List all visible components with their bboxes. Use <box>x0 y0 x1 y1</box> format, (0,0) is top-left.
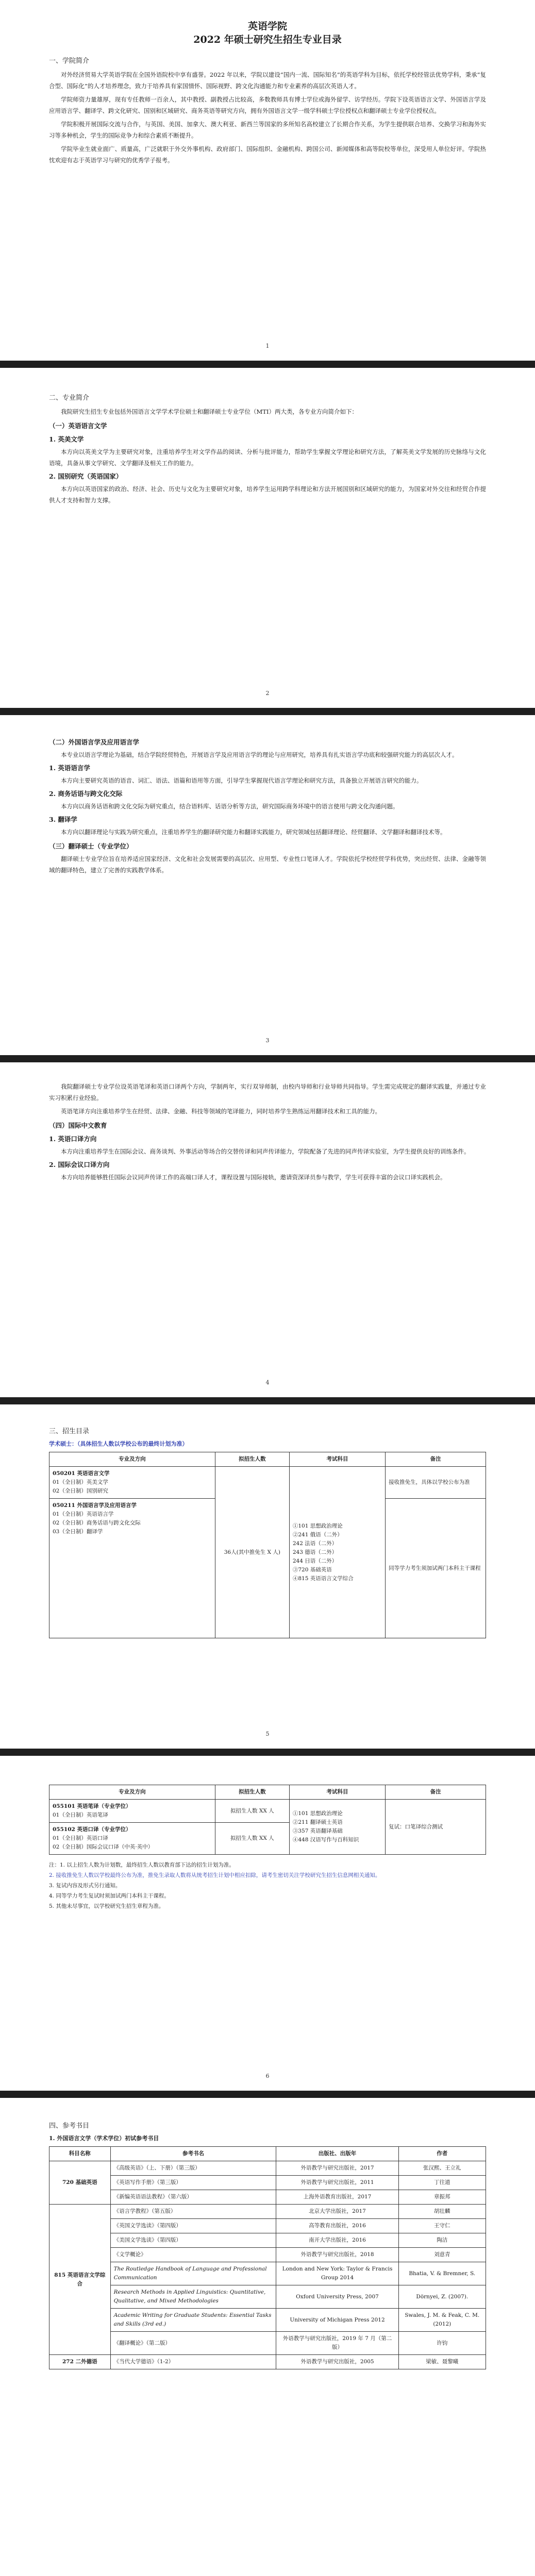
page-5 <box>0 1404 535 1749</box>
bibliography-heading: 四、参考书目 <box>49 2122 90 2130</box>
direction: 01（全日制）英美文学 <box>53 1479 108 1485</box>
section-text: 英语笔译方向注重培养学生在经贸、法律、金融、科技等领域的笔译能力，同时培养学生熟练运用翻译技术和工具的能力。 <box>61 1108 381 1115</box>
publisher-cell: 外语教学与研究出版社，2011 <box>276 2176 398 2190</box>
major-name: 055102 英语口译（专业学位） <box>53 1826 131 1833</box>
exam-cell <box>289 1467 385 1638</box>
table-row <box>49 2285 486 2309</box>
title-cell: 《新编英语语法教程》（第六版） <box>110 2190 276 2205</box>
table-row <box>49 2332 486 2355</box>
majors-intro: 我院研究生招生专业包括外国语言文学学术学位硕士和翻译硕士专业学位（MTI）两大类，各专业方向简介如下： <box>61 408 358 415</box>
direction: 02（全日制）国际会议口译（中英·英中） <box>53 1844 154 1850</box>
table-row <box>49 2233 486 2248</box>
direction: 01（全日制）英语口译 <box>53 1835 108 1841</box>
publisher-cell: 上海外语教育出版社，2017 <box>276 2190 398 2205</box>
section-title: （一）英语语言文学 <box>49 422 107 430</box>
publisher-cell: University of Michigan Press 2012 <box>276 2309 398 2332</box>
table-header: 考试科目 <box>289 1452 385 1467</box>
publisher-cell: 外语教学与研究出版社，2019 年 7 月（第二版） <box>276 2332 398 2355</box>
title-cell: 《语言学教程》（第五版） <box>110 2205 276 2219</box>
title-cell: 《高级英语》（上、下册）（第三版） <box>110 2161 276 2176</box>
publisher-cell: 北京大学出版社，2017 <box>276 2205 398 2219</box>
author-cell: 丁往道 <box>398 2176 486 2190</box>
page-separator <box>0 2091 535 2098</box>
table-header: 专业及方向 <box>49 1452 215 1467</box>
title-cell: Academic Writing for Graduate Students: Essential Tasks and Skills (3rd ed.) <box>110 2309 276 2332</box>
direction: 02（全日制）国别研究 <box>53 1488 108 1494</box>
note-cell: 接收推免生，具体以学校公布为准 <box>386 1467 486 1499</box>
direction-title: 2. 国际会议口译方向 <box>49 1161 110 1168</box>
major-cell <box>49 1823 215 1855</box>
table-row <box>49 2190 486 2205</box>
direction: 03（全日制）翻译学 <box>53 1529 103 1535</box>
major-cell <box>49 1467 215 1499</box>
major-cell <box>49 1499 215 1638</box>
publisher-cell: 外语教学与研究出版社，2018 <box>276 2248 398 2262</box>
exam-item: 243 德语（二外） <box>292 1549 338 1555</box>
author-cell: 王守仁 <box>398 2219 486 2233</box>
direction: 02（全日制）商务话语与跨文化交际 <box>53 1520 141 1526</box>
page-6 <box>0 1756 535 2091</box>
admission-table-caption: 学术硕士：（具体招生人数以学校公布的最终计划为准） <box>49 1440 188 1447</box>
section-title: （二）外国语言学及应用语言学 <box>49 738 140 746</box>
author-cell: Bhatia, V. & Bremner, S. <box>398 2262 486 2285</box>
page-number: 1 <box>265 343 270 349</box>
note-item: 2. 接收推免生人数以学校最终公布为准，推免生录取人数将从统考招生计划中相应扣除，请考生密切关注学校研究生招生信息网相关通知。 <box>49 1872 381 1878</box>
page-number: 4 <box>265 1379 270 1386</box>
author-cell: 陶洁 <box>398 2233 486 2248</box>
table-header: 备注 <box>386 1452 486 1467</box>
page-separator <box>0 361 535 368</box>
count-cell: 拟招生人数 XX 人 <box>215 1800 289 1823</box>
publisher-cell: 外语教学与研究出版社，2005 <box>276 2355 398 2369</box>
page-3 <box>0 715 535 1055</box>
page-number: 6 <box>265 2073 270 2079</box>
title-cell: 《当代大学德语》（1-2） <box>110 2355 276 2369</box>
table-row <box>49 1467 486 1499</box>
direction-title: 1. 英语口译方向 <box>49 1135 97 1143</box>
direction-title: 2. 国别研究（英语国家） <box>49 472 123 480</box>
table-header-row <box>49 2147 486 2161</box>
major-name: 050211 外国语言学及应用语言学 <box>53 1502 137 1509</box>
admission-notes <box>49 1860 486 1911</box>
page-2 <box>0 368 535 708</box>
table-header-row <box>49 1785 486 1800</box>
author-cell: 张汉熙、王立礼 <box>398 2161 486 2176</box>
note-item: 5. 其他未尽事宜，以学校研究生招生章程为准。 <box>49 1903 164 1909</box>
table-row <box>49 2355 486 2369</box>
note-item: 4. 同等学力考生复试时须加试两门本科主干课程。 <box>49 1893 170 1899</box>
table-header: 拟招生人数 <box>215 1452 289 1467</box>
direction: 01（全日制）英语笔译 <box>53 1812 108 1818</box>
exam-item: ②211 翻译硕士英语 <box>292 1819 343 1825</box>
direction-text: 本方向以商务话语和跨文化交际为研究重点，结合语料库、话语分析等方法，研究国际商务环境中的语言使用与跨文化沟通问题。 <box>61 803 399 810</box>
table-header-row <box>49 1452 486 1467</box>
author-cell: 梁敏、聂黎曦 <box>398 2355 486 2369</box>
page-separator <box>0 1055 535 1062</box>
author-cell: 胡壮麟 <box>398 2205 486 2219</box>
intro-paragraph: 对外经济贸易大学英语学院在全国外语院校中享有盛誉。2022 年以来，学院以建设“国内一流、国际知名”的英语学科为目标，依托学校经管法优势学科，秉承“复合型、国际化”的人才培养理念，致力于培养具有家国情怀、国际视野、跨文化沟通能力和专业素养的高层次英语人才。 <box>49 71 486 90</box>
section-text: 我院翻译硕士专业学位设英语笔译和英语口译两个方向，学制两年，实行双导师制，由校内导师和行业导师共同指导。学生需完成规定的翻译实践量，并通过专业实习积累行业经验。 <box>49 1083 486 1101</box>
major-name: 055101 英语笔译（专业学位） <box>53 1803 131 1809</box>
note-item: 注：1. 以上招生人数为计划数，最终招生人数以教育部下达的招生计划为准。 <box>49 1862 235 1868</box>
intro-heading: 一、学院简介 <box>49 57 90 65</box>
school-title: 英语学院 <box>247 21 287 32</box>
direction-title: 3. 翻译学 <box>49 816 77 823</box>
section-text: 翻译硕士专业学位旨在培养适应国家经济、文化和社会发展需要的高层次、应用型、专业性口笔译人才。学院依托学校经贸学科优势，突出经贸、法律、金融等领域的翻译特色，建立了完善的实践教学体系。 <box>49 855 486 874</box>
subject-cell: 272 二外德语 <box>49 2355 111 2369</box>
page-7 <box>0 2098 535 2576</box>
exam-item: 244 日语（二外） <box>292 1557 338 1564</box>
catalog-title: 2022 年硕士研究生招生专业目录 <box>193 34 342 45</box>
exam-cell <box>289 1800 385 1855</box>
admission-table <box>49 1452 486 1638</box>
title-cell: The Routledge Handbook of Language and Professional Communication <box>110 2262 276 2285</box>
table-row <box>49 2248 486 2262</box>
admission-heading: 三、招生目录 <box>49 1428 90 1435</box>
exam-item: 242 法语（二外） <box>292 1540 338 1547</box>
page-number: 3 <box>265 1037 270 1044</box>
direction-text: 本方向主要研究英语的语音、词汇、语法、语篇和语用等方面，引导学生掌握现代语言学理论和研究方法，具备独立开展语言研究的能力。 <box>61 777 423 784</box>
section-title: （三）翻译硕士（专业学位） <box>49 842 133 850</box>
exam-item: ①101 思想政治理论 <box>292 1810 343 1817</box>
table-header: 科目名称 <box>49 2147 111 2161</box>
subject-cell: 720 基础英语 <box>49 2161 111 2205</box>
table-row <box>49 1800 486 1823</box>
direction-title: 1. 英语语言学 <box>49 764 90 772</box>
table-header: 作者 <box>398 2147 486 2161</box>
table-row <box>49 2176 486 2190</box>
publisher-cell: 外语教学与研究出版社，2017 <box>276 2161 398 2176</box>
note-item: 3. 复试内容及形式另行通知。 <box>49 1883 121 1889</box>
table-header: 专业及方向 <box>49 1785 215 1800</box>
exam-item: ②241 俄语（二外） <box>292 1531 343 1538</box>
direction-text: 本方向培养能够胜任国际会议同声传译工作的高端口译人才，课程设置与国际接轨，邀请资深译员参与教学，学生可获得丰富的会议口译实践机会。 <box>61 1174 446 1181</box>
count-cell: 拟招生人数 XX 人 <box>215 1823 289 1855</box>
section-text: 本专业以语言学理论为基础，结合学院经贸特色，开展语言学及应用语言学的理论与应用研究，培养具有扎实语言学功底和较强研究能力的高层次人才。 <box>61 751 458 758</box>
table-row <box>49 2161 486 2176</box>
exam-item: ①101 思想政治理论 <box>292 1522 343 1529</box>
page-separator <box>0 1397 535 1404</box>
exam-item: ③720 基础英语 <box>292 1566 332 1573</box>
count-cell: 36人(其中推免生 X 人) <box>215 1467 289 1638</box>
table-row <box>49 2309 486 2332</box>
intro-paragraph: 学院毕业生就业面广、质量高，广泛就职于外交外事机构、政府部门、国际组织、金融机构、跨国公司、新闻媒体和高等院校等单位，深受用人单位好评。学院热忱欢迎有志于英语学习与研究的优秀学子报考。 <box>49 145 486 164</box>
exam-item: ③357 英语翻译基础 <box>292 1828 343 1834</box>
direction-text: 本方向以英美文学为主要研究对象，注重培养学生对文学作品的阅读、分析与批评能力，帮助学生掌握文学理论和研究方法，了解英美文学发展的历史脉络与文化语境，具备从事文学研究、文学翻译及相关工作的能力。 <box>49 448 486 467</box>
publisher-cell: London and New York: Taylor & Francis Group 2014 <box>276 2262 398 2285</box>
majors-heading: 二、专业简介 <box>49 394 90 402</box>
note-cell: 复试：口笔译综合测试 <box>386 1800 486 1855</box>
direction-text: 本方向以英语国家的政治、经济、社会、历史与文化为主要研究对象，培养学生运用跨学科理论和方法开展国别和区域研究的能力，为国家对外交往和经贸合作提供人才支持和智力支撑。 <box>49 485 486 504</box>
table-row <box>49 2219 486 2233</box>
major-name: 050201 英语语言文学 <box>53 1470 110 1477</box>
author-cell: Dörnyei, Z. (2007). <box>398 2285 486 2309</box>
bibliography-table <box>49 2146 486 2369</box>
exam-item: ④448 汉语写作与百科知识 <box>292 1837 359 1843</box>
author-cell: Swales, J. M. & Feak, C. M. (2012) <box>398 2309 486 2332</box>
section-title: （四）国际中文教育 <box>49 1122 107 1129</box>
table-row <box>49 2262 486 2285</box>
table-header: 考试科目 <box>289 1785 385 1800</box>
note-cell: 同等学力考生须加试两门本科主干课程 <box>386 1499 486 1638</box>
page-number: 5 <box>265 1731 270 1737</box>
direction: 01（全日制）英语语言学 <box>53 1511 114 1517</box>
publisher-cell: 南开大学出版社，2016 <box>276 2233 398 2248</box>
bibliography-caption: 1. 外国语言文学（学术学位）初试参考书目 <box>49 2135 159 2142</box>
page-1 <box>0 0 535 361</box>
direction-text: 本方向注重培养学生在国际会议、商务谈判、外事活动等场合的交替传译和同声传译能力，学院配备了先进的同声传译实验室，为学生提供良好的训练条件。 <box>61 1148 470 1155</box>
title-cell: 《文学概论》 <box>110 2248 276 2262</box>
title-cell: Research Methods in Applied Linguistics: Quantitative, Qualitative, and Mixed Methodologies <box>110 2285 276 2309</box>
subject-cell: 815 英语语言文学综合 <box>49 2205 111 2355</box>
publisher-cell: 高等教育出版社，2016 <box>276 2219 398 2233</box>
title-cell: 《英语写作手册》（第三版） <box>110 2176 276 2190</box>
publisher-cell: Oxford University Press, 2007 <box>276 2285 398 2309</box>
page-4 <box>0 1062 535 1397</box>
exam-item: ④815 英语语言文学综合 <box>292 1575 354 1582</box>
table-header: 拟招生人数 <box>215 1785 289 1800</box>
direction-text: 本方向以翻译理论与实践为研究重点，注重培养学生的翻译研究能力和翻译实践能力，研究领域包括翻译理论、经贸翻译、文学翻译和翻译技术等。 <box>61 828 446 836</box>
table-header: 出版社、出版年 <box>276 2147 398 2161</box>
table-row <box>49 2205 486 2219</box>
title-cell: 《英国文学选读》（第四版） <box>110 2219 276 2233</box>
page-separator <box>0 708 535 715</box>
author-cell: 许钧 <box>398 2332 486 2355</box>
page-number: 2 <box>265 690 270 697</box>
title-cell: 《翻译概论》（第二版） <box>110 2332 276 2355</box>
admission-table <box>49 1785 486 1855</box>
major-cell <box>49 1800 215 1823</box>
direction-title: 1. 英美文学 <box>49 435 84 443</box>
intro-paragraph: 学院积极开展国际交流与合作，与英国、美国、加拿大、澳大利亚、新西兰等国家的多所知名高校建立了长期合作关系，为学生提供联合培养、交换学习和海外实习等多种机会，学生的国际竞争力和综合素质不断提升。 <box>49 121 486 139</box>
intro-paragraph: 学院师资力量雄厚，现有专任教师一百余人，其中教授、副教授占比较高，多数教师具有博士学位或海外留学、访学经历。学院下设英语语言文学、外国语言学及应用语言学、翻译学、跨文化研究、国别和区域研究、商务英语等研究方向，拥有外国语言文学一级学科硕士学位授权点和翻译硕士专业学位授权点。 <box>49 96 486 114</box>
table-header: 参考书名 <box>110 2147 276 2161</box>
author-cell: 刘意青 <box>398 2248 486 2262</box>
direction-title: 2. 商务话语与跨文化交际 <box>49 790 123 798</box>
table-header: 备注 <box>386 1785 486 1800</box>
page-separator <box>0 1749 535 1756</box>
title-cell: 《美国文学选读》（第四版） <box>110 2233 276 2248</box>
author-cell: 章振邦 <box>398 2190 486 2205</box>
